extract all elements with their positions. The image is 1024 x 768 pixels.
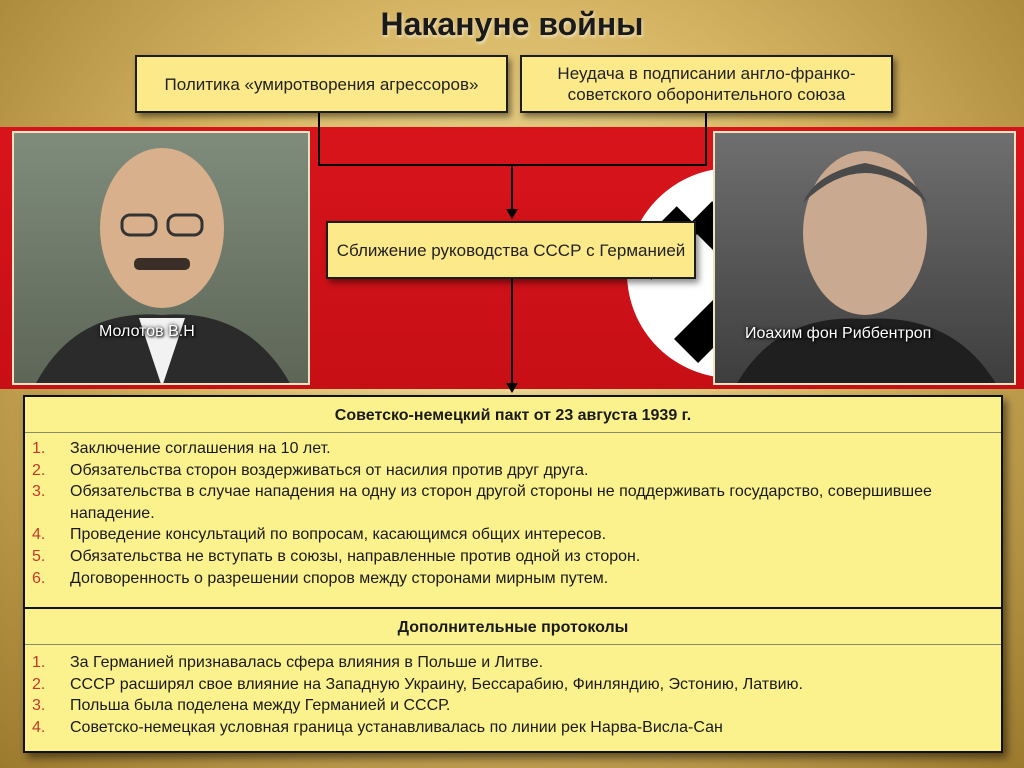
list-item: 3. Обязательства в случае нападения на одну из сторон другой стороны не поддерживать государство, совершившее нападение.: [32, 483, 932, 522]
pact-panel: [23, 395, 1003, 753]
list-item: 1. Заключение соглашения на 10 лет.: [32, 440, 331, 457]
protocols-list: [25, 652, 990, 738]
list-item: 4. Проведение консультаций по вопросам, касающимся общих интересов.: [32, 526, 607, 544]
list-item: 3. Польша была поделена между Германией и СССР.: [32, 697, 451, 715]
list-item: 6. Договоренность о разрешении споров между сторонами мирным путем.: [32, 569, 609, 587]
molotov-label: Молотов В.Н: [99, 323, 195, 340]
molotov-photo-placeholder: [14, 133, 310, 385]
list-item: 2. Обязательства сторон воздерживаться от насилия против друг друга.: [32, 461, 589, 479]
slide-title: Накануне войны: [380, 6, 644, 42]
protocols-heading: Дополнительные протоколы: [397, 619, 629, 636]
list-item: 4. Советско-немецкая условная граница устанавливалась по линии рек Нарва-Висла-Сан: [32, 718, 723, 736]
ribbentrop-label: Иоахим фон Риббентроп: [745, 325, 932, 342]
box-alliance-failure: Неудача в подписании англо-франко-советского оборонительного союза: [520, 55, 893, 113]
connector-left: [318, 113, 320, 166]
arrow-head-1: [506, 209, 518, 219]
section-divider: [25, 607, 1001, 609]
pact-divider: [25, 432, 1001, 433]
pact-heading: Советско-немецкий пакт от 23 августа 1939 г.: [334, 407, 692, 424]
connector-right: [705, 113, 707, 166]
protocols-divider: [25, 644, 1001, 645]
box-appeasement-policy: Политика «умиротворения агрессоров»: [135, 55, 508, 113]
list-item: 1. За Германией признавалась сфера влияния в Польше и Литве.: [32, 654, 544, 671]
list-item: 5. Обязательства не вступать в союзы, направленные против одной из сторон.: [32, 547, 641, 565]
box-rapprochement: Сближение руководства СССР с Германией: [326, 221, 696, 279]
arrow-head-2: [506, 383, 518, 393]
connector-down-1: [511, 164, 513, 209]
connector-down-2: [511, 279, 513, 383]
portrait-ribbentrop: [713, 131, 1016, 385]
pact-list: [25, 438, 990, 589]
portrait-molotov: [12, 131, 310, 385]
list-item: 2. СССР расширял свое влияние на Западную Украину, Бессарабию, Финляндию, Эстонию, Латвию.: [32, 675, 803, 693]
ribbentrop-photo-placeholder: [715, 133, 1016, 385]
